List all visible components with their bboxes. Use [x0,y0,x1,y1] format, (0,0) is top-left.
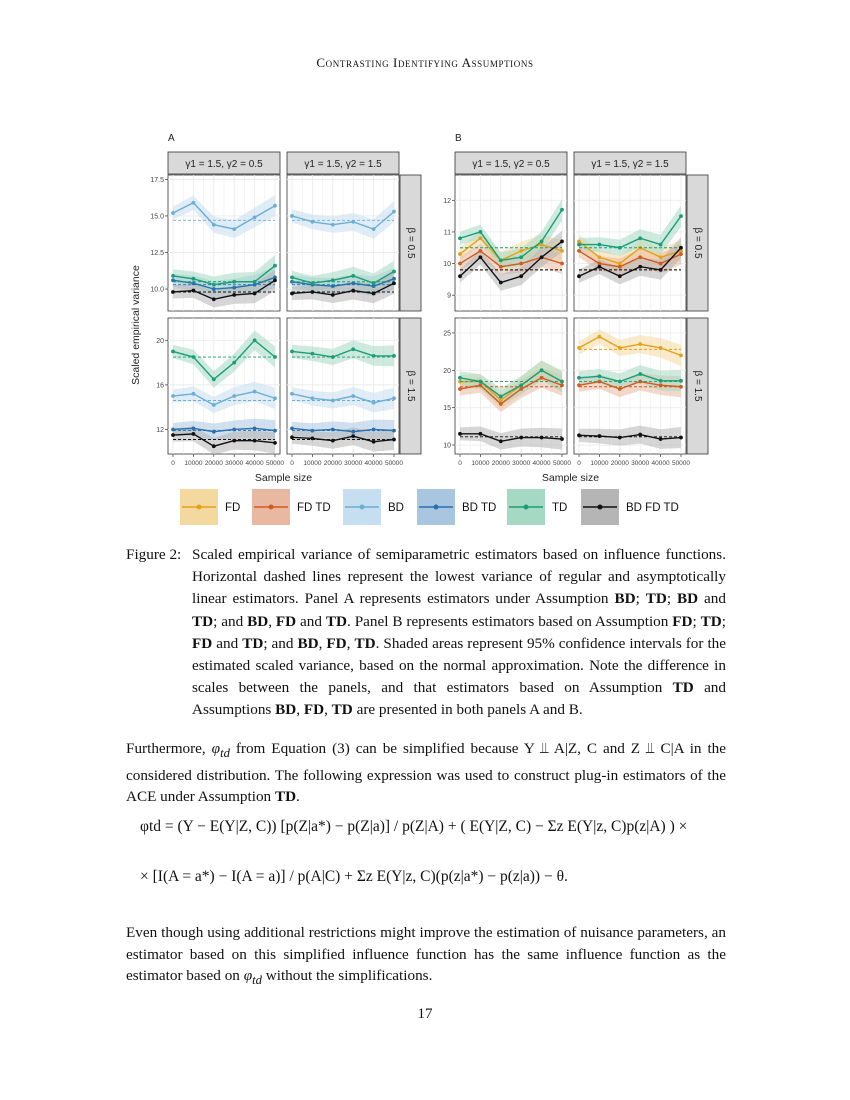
x-tick-label: 50000 [384,460,404,467]
data-point [458,376,462,380]
data-point [331,439,335,443]
legend-item-td [507,489,567,525]
data-point [499,281,503,285]
data-point [192,277,196,281]
data-point [212,403,216,407]
data-point [499,258,503,262]
facet-panel [455,175,567,311]
data-point [519,255,523,259]
data-point [560,437,564,441]
data-point [290,426,294,430]
data-point [331,284,335,288]
data-point [479,230,483,234]
data-point [499,265,503,269]
legend-label: BD FD TD [626,502,679,514]
data-point [253,292,257,296]
data-point [659,379,663,383]
x-tick-label: 50000 [265,460,285,467]
legend-marker [360,505,365,510]
data-point [638,236,642,240]
paragraph-2: Even though using additional restrictions might improve the estimation of nuisance parameters, an estimator based on this simplified influence function has the same influence function as the estimator based on $\varphi_{td}$ without the simplifications. [126,924,726,988]
data-point [458,432,462,436]
data-point [232,227,236,231]
facet-strip-label: β = 1.5 [404,370,416,402]
data-point [618,436,622,440]
y-tick-label: 15 [443,405,451,413]
facet-panel [168,175,280,311]
data-point [171,433,175,437]
data-point [372,440,376,444]
data-point [331,278,335,282]
data-point [540,376,544,380]
x-tick-label: 50000 [552,460,572,467]
data-point [232,394,236,398]
data-point [351,289,355,293]
y-tick-label: 20 [156,337,164,345]
page-number: 17 [417,1006,433,1022]
data-point [171,394,175,398]
y-tick-label: 25 [443,330,451,338]
figure-caption [126,544,726,722]
data-point [392,438,396,442]
data-point [560,383,564,387]
data-point [192,355,196,359]
x-tick-label: 20000 [204,460,223,467]
data-point [560,208,564,212]
data-point [232,280,236,284]
panel-label-A: A [168,133,175,144]
data-point [311,352,315,356]
facet-panel [574,318,686,454]
equation-line-2: × [I(A = a*) − I(A = a)] / p(A|C) + Σz E(Y|z, C)(p(z|a*) − p(z|a)) − θ. [140,868,568,885]
data-point [458,252,462,256]
data-point [311,220,315,224]
legend-label: BD TD [462,502,497,514]
legend-label: FD [225,502,241,514]
data-point [192,289,196,293]
x-tick-label: 10000 [590,460,609,467]
data-point [212,223,216,227]
paragraph-1: Furthermore, $\varphi_{td}$ from Equation (3) can be simplified because Y ⫫ A|Z, C and Z ⫫ C|A in the considered distribution. The following expression was used to construct plug-in estimators of the ACE under Assumption TD. [126,740,727,806]
data-point [331,355,335,359]
data-point [618,246,622,250]
data-point [232,286,236,290]
data-point [290,275,294,279]
data-point [232,361,236,365]
data-point [392,354,396,358]
y-tick-label: 9 [447,292,451,300]
data-point [577,274,581,278]
data-point [458,236,462,240]
x-tick-label: 30000 [225,460,244,467]
data-point [311,281,315,285]
data-point [351,274,355,278]
data-point [499,439,503,443]
data-point [618,274,622,278]
legend-marker [524,505,529,510]
legend-item-bd-td [417,489,496,525]
data-point [273,441,277,445]
data-point [331,223,335,227]
facet-strip-label: γ1 = 1.5, γ2 = 0.5 [185,159,263,170]
data-point [253,338,257,342]
legend-label: FD TD [297,502,331,514]
data-point [519,387,523,391]
data-point [598,374,602,378]
data-point [618,265,622,269]
y-tick-label: 12.5 [150,250,164,258]
data-point [560,262,564,266]
data-point [351,430,355,434]
data-point [679,436,683,440]
y-tick-label: 11 [443,229,451,237]
data-point [638,255,642,259]
data-point [253,426,257,430]
data-point [171,211,175,215]
data-point [679,252,683,256]
data-point [479,249,483,253]
x-tick-label: 40000 [364,460,383,467]
data-point [372,428,376,432]
data-point [232,293,236,297]
data-point [519,383,523,387]
y-axis-label: Scaled empirical variance [130,265,142,385]
data-point [560,249,564,253]
data-point [212,444,216,448]
data-point [679,353,683,357]
x-tick-label: 40000 [245,460,264,467]
facet-strip-label: γ1 = 1.5, γ2 = 1.5 [591,159,669,170]
facet-strip-label: γ1 = 1.5, γ2 = 0.5 [472,159,550,170]
data-point [372,401,376,405]
data-point [458,262,462,266]
data-point [659,268,663,272]
x-tick-label: 30000 [512,460,531,467]
data-point [499,398,503,402]
data-point [458,274,462,278]
data-point [273,278,277,282]
data-point [598,335,602,339]
data-point [372,281,376,285]
data-point [290,350,294,354]
facet-strip-label: β = 0.5 [691,227,703,259]
legend-item-fd-td [252,489,331,525]
x-tick-label: 10000 [184,460,203,467]
data-point [638,342,642,346]
data-point [273,429,277,433]
data-point [290,435,294,439]
x-tick-label: 0 [171,460,175,467]
data-point [659,383,663,387]
data-point [598,255,602,259]
data-point [351,220,355,224]
data-point [679,214,683,218]
data-point [212,283,216,287]
data-point [618,346,622,350]
data-point [577,243,581,247]
data-point [577,249,581,253]
data-point [540,255,544,259]
data-point [192,201,196,205]
y-tick-label: 15.0 [150,213,164,221]
data-point [479,383,483,387]
legend-marker [269,505,274,510]
data-point [253,216,257,220]
data-point [331,428,335,432]
x-tick-label: 20000 [491,460,510,467]
facet-panel [574,175,686,311]
y-tick-label: 12 [443,197,451,205]
facet-panel [168,318,280,454]
data-point [311,436,315,440]
panel-label-B: B [455,133,462,144]
data-point [331,293,335,297]
data-point [519,262,523,266]
data-point [458,387,462,391]
data-point [311,396,315,400]
data-point [392,277,396,281]
data-point [638,433,642,437]
data-point [171,290,175,294]
data-point [192,426,196,430]
data-point [659,243,663,247]
data-point [392,429,396,433]
data-point [479,432,483,436]
data-point [311,290,315,294]
data-point [598,265,602,269]
data-point [351,347,355,351]
data-point [577,383,581,387]
data-point [290,292,294,296]
data-point [372,354,376,358]
running-header: Contrasting Identifying Assumptions [316,55,534,70]
data-point [519,274,523,278]
data-point [479,380,483,384]
data-point [212,297,216,301]
x-tick-label: 10000 [471,460,490,467]
equation-line-1: φtd = (Y − E(Y|Z, C)) [p(Z|a*) − p(Z|a)] / p(Z|A) + ( E(Y|Z, C) − Σz E(Y|z, C)p(z|A) ) × [140,818,688,835]
data-point [392,396,396,400]
facet-panel [455,318,567,454]
data-point [212,377,216,381]
x-tick-label: 0 [577,460,581,467]
data-point [351,434,355,438]
data-point [659,255,663,259]
data-point [560,380,564,384]
data-point [290,214,294,218]
data-point [499,395,503,399]
data-point [659,262,663,266]
data-point [577,433,581,437]
data-point [192,432,196,436]
y-tick-label: 20 [443,367,451,375]
data-point [679,246,683,250]
facet-strip-label: γ1 = 1.5, γ2 = 1.5 [304,159,382,170]
legend-marker [598,505,603,510]
data-point [479,236,483,240]
data-point [372,227,376,231]
data-point [577,346,581,350]
legend-item-bd-fd-td [581,489,679,525]
facet-panel [287,318,399,454]
data-point [253,439,257,443]
data-point [192,392,196,396]
data-point [171,350,175,354]
caption-label: Figure 2: [126,546,182,563]
data-point [618,380,622,384]
data-point [577,376,581,380]
figure-2 [0,0,850,540]
data-point [253,280,257,284]
x-tick-label: 30000 [344,460,363,467]
data-point [540,368,544,372]
facet-strip-label: β = 0.5 [404,227,416,259]
y-tick-label: 12 [156,426,164,434]
y-tick-label: 10 [443,261,451,269]
data-point [618,387,622,391]
data-point [212,287,216,291]
data-point [659,346,663,350]
data-point [499,402,503,406]
data-point [253,390,257,394]
x-tick-label: 0 [290,460,294,467]
data-point [519,436,523,440]
y-tick-label: 17.5 [150,176,164,184]
x-axis-label: Sample size [541,472,600,484]
legend-label: TD [552,502,568,514]
x-tick-label: 40000 [651,460,670,467]
data-point [232,428,236,432]
legend-item-bd [343,489,404,525]
y-tick-label: 10.0 [150,286,164,294]
data-point [331,399,335,403]
x-tick-label: 20000 [610,460,629,467]
x-axis-label: Sample size [254,472,313,484]
data-point [479,255,483,259]
data-point [679,379,683,383]
data-point [311,429,315,433]
y-tick-label: 10 [443,442,451,450]
y-tick-label: 16 [156,382,164,390]
data-point [392,281,396,285]
data-point [273,204,277,208]
x-tick-label: 10000 [303,460,322,467]
data-point [638,265,642,269]
data-point [598,243,602,247]
data-point [232,439,236,443]
data-point [392,210,396,214]
legend-label: BD [388,502,404,514]
legend-marker [434,505,439,510]
data-point [290,392,294,396]
facet-strip-label: β = 1.5 [691,370,703,402]
data-point [659,437,663,441]
data-point [351,394,355,398]
data-point [560,240,564,244]
data-point [540,436,544,440]
legend-marker [197,505,202,510]
data-point [392,270,396,274]
x-tick-label: 0 [458,460,462,467]
x-tick-label: 20000 [323,460,342,467]
data-point [372,292,376,296]
x-tick-label: 40000 [532,460,551,467]
data-point [273,396,277,400]
data-point [598,434,602,438]
data-point [212,430,216,434]
x-tick-label: 50000 [671,460,691,467]
data-point [273,355,277,359]
data-point [171,428,175,432]
x-tick-label: 30000 [631,460,650,467]
legend-item-fd [180,489,240,525]
data-point [638,372,642,376]
caption-text: Scaled empirical variance of semiparametric estimators based on influence functions. Horizontal dashed lines represent the lowest variance of regular and asymptotically linear estimators. Panel A represents estimators under Assumption BD; TD; BD and TD; and BD, FD and TD. Panel B represents estimators based on Assumption FD; TD; FD and TD; and BD, FD, TD. Shaded areas represent 95% confidence intervals for the estimated scaled variance, based on the normal approximation. Note the difference in scales between the panels, and that estimators based on Assumption TD and Assumptions BD, FD, TD are presented in both panels A and B. [192,546,727,719]
data-point [679,385,683,389]
data-point [540,240,544,244]
data-point [273,264,277,268]
data-point [171,274,175,278]
data-point [519,249,523,253]
facet-panel [287,175,399,311]
